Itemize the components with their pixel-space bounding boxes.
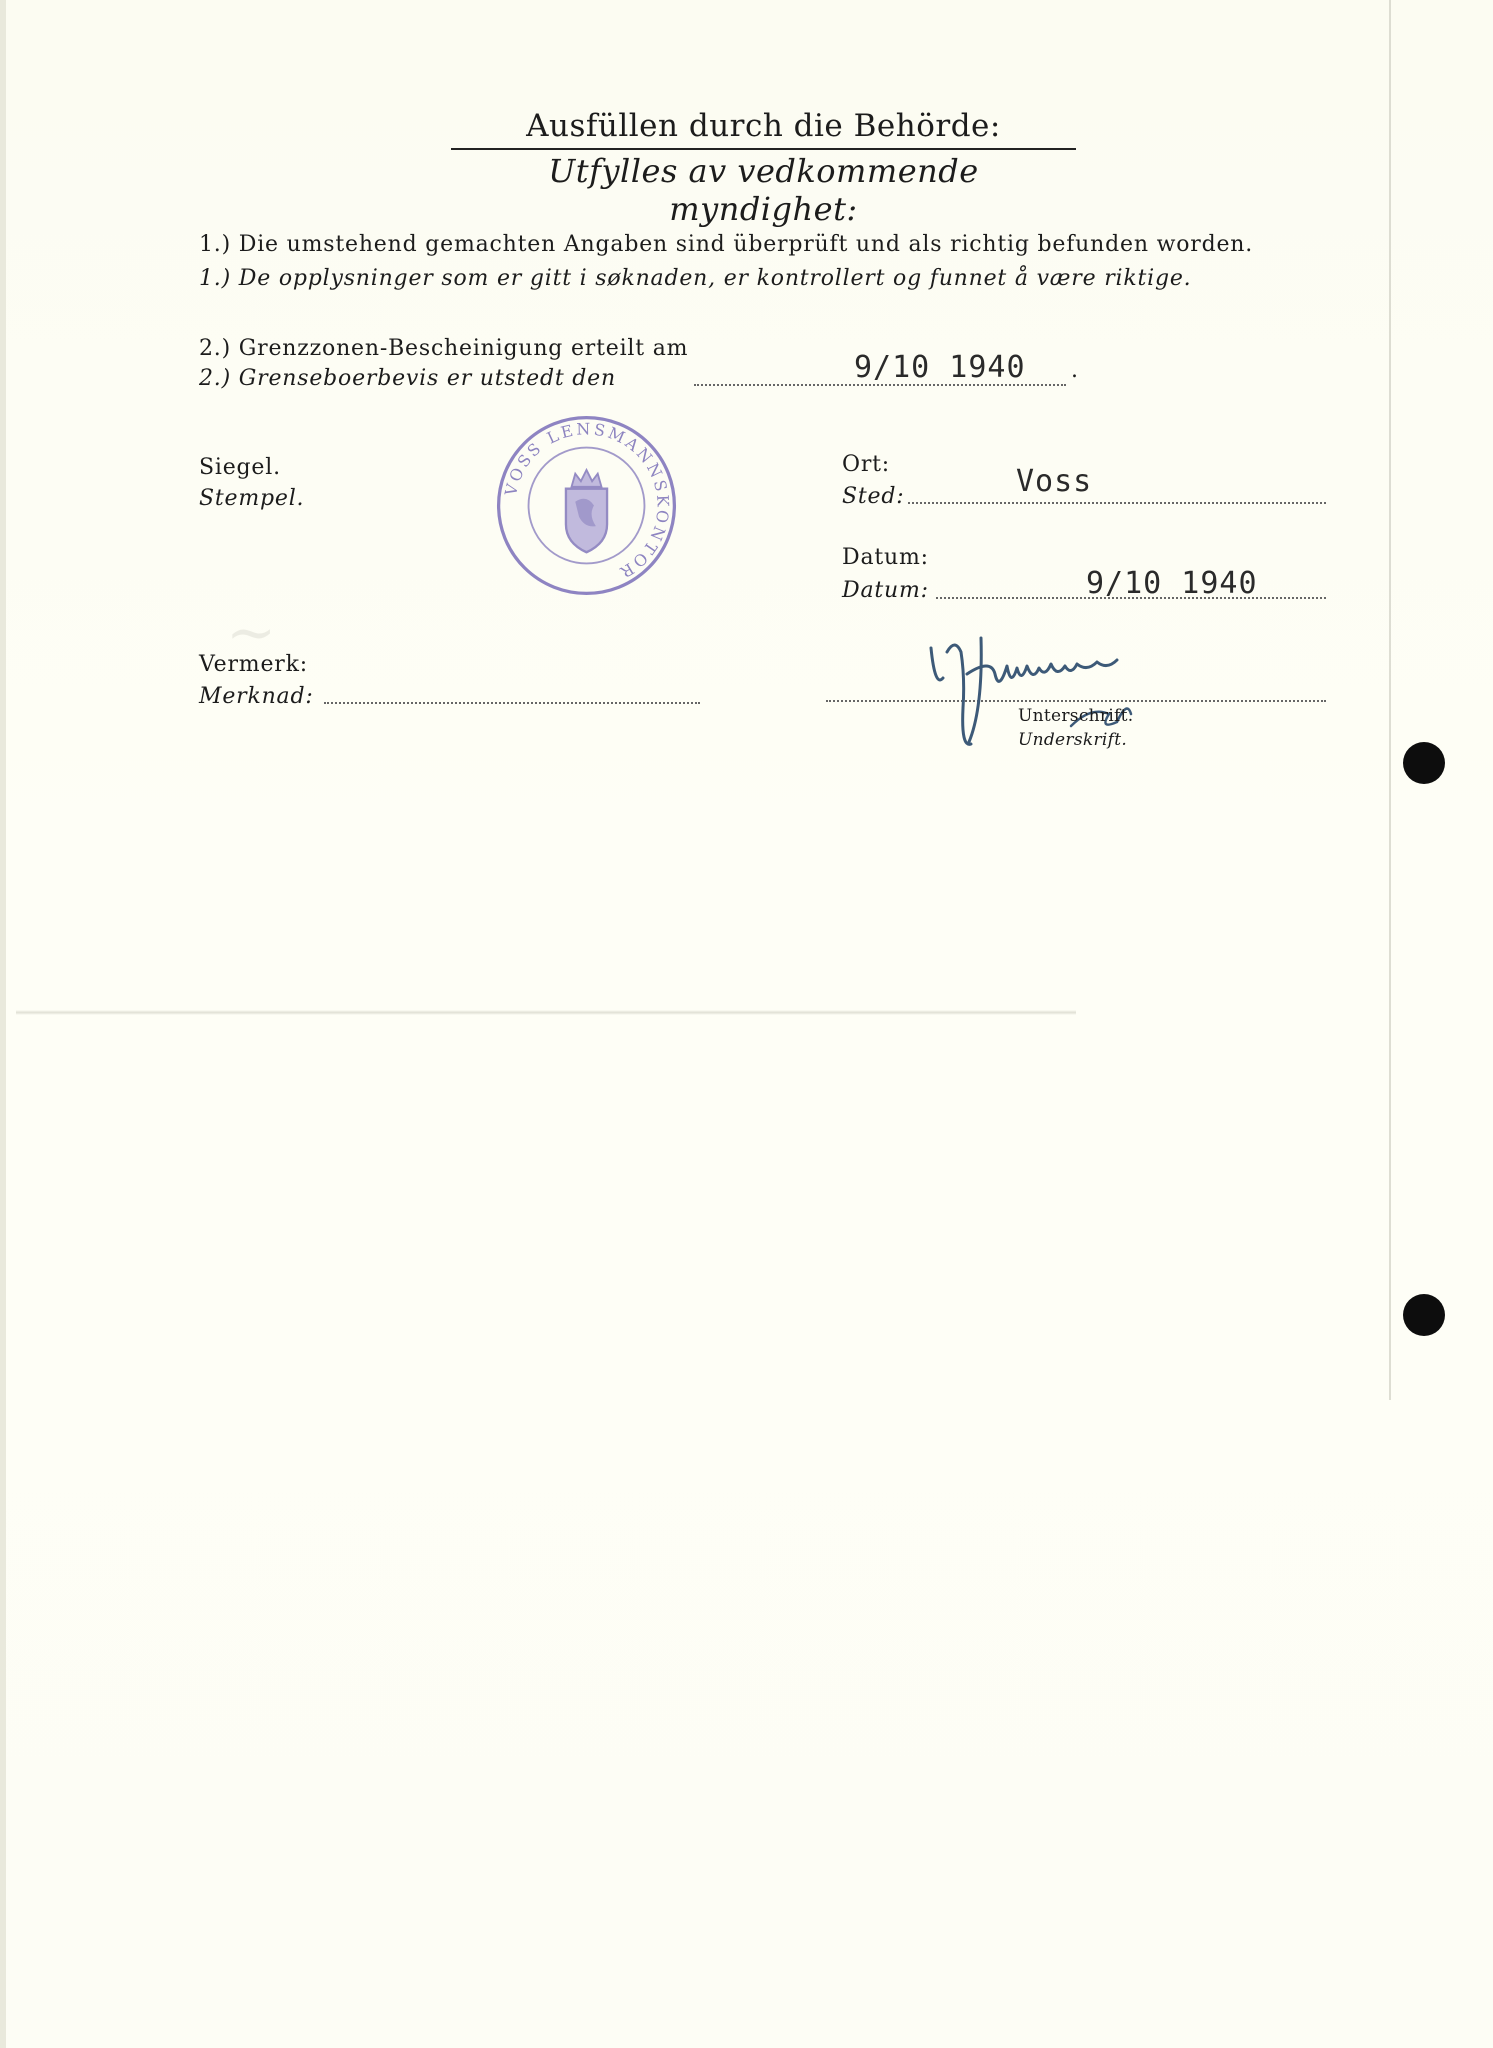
seal-label-norwegian: Stempel. <box>199 486 305 511</box>
title-underline <box>451 148 1076 150</box>
issue-date-period: . <box>1071 358 1079 383</box>
place-label-norwegian: Sted: <box>842 484 905 509</box>
date-value: 9/10 1940 <box>1086 566 1258 601</box>
seal-label-german: Siegel. <box>199 455 281 480</box>
paper-fold-crease <box>16 1010 1076 1015</box>
page-edge-line <box>1389 0 1391 1400</box>
coat-of-arms-icon <box>566 470 607 552</box>
punch-hole-bottom <box>1403 1294 1445 1336</box>
item-2-german: 2.) Grenzzonen-Bescheinigung erteilt am <box>199 336 689 361</box>
bleed-through-marks: ~ <box>226 598 277 668</box>
date-label-norwegian: Datum: <box>842 578 929 603</box>
stamp-ring-text: VOSS LENSMANNSKONTOR <box>501 419 673 583</box>
title-german: Ausfüllen durch die Behörde: <box>526 108 1001 144</box>
signature-label-norwegian: Underskrift. <box>1018 730 1128 750</box>
remark-label-norwegian: Merknad: <box>199 684 314 709</box>
place-dotted-line <box>908 502 1326 504</box>
punch-hole-top <box>1403 742 1445 784</box>
remark-dotted-line <box>324 702 700 704</box>
item-1-german: 1.) Die umstehend gemachten Angaben sind überprüft und als richtig befunden worden. <box>199 232 1254 257</box>
place-value: Voss <box>1016 464 1093 499</box>
issue-date-value: 9/10 1940 <box>854 350 1026 385</box>
title-norwegian: Utfylles av vedkommende myndighet: <box>548 152 979 228</box>
signature-label-german: Unterschrift. <box>1018 706 1134 726</box>
date-label-german: Datum: <box>842 545 929 570</box>
place-label-german: Ort: <box>842 452 891 477</box>
item-2-norwegian: 2.) Grenseboerbevis er utstedt den <box>199 366 616 391</box>
item-1-norwegian: 1.) De opplysninger som er gitt i søknaden, er kontrollert og funnet å være riktige. <box>199 266 1192 291</box>
remark-label-german: Vermerk: <box>199 652 308 677</box>
official-stamp <box>493 412 680 599</box>
